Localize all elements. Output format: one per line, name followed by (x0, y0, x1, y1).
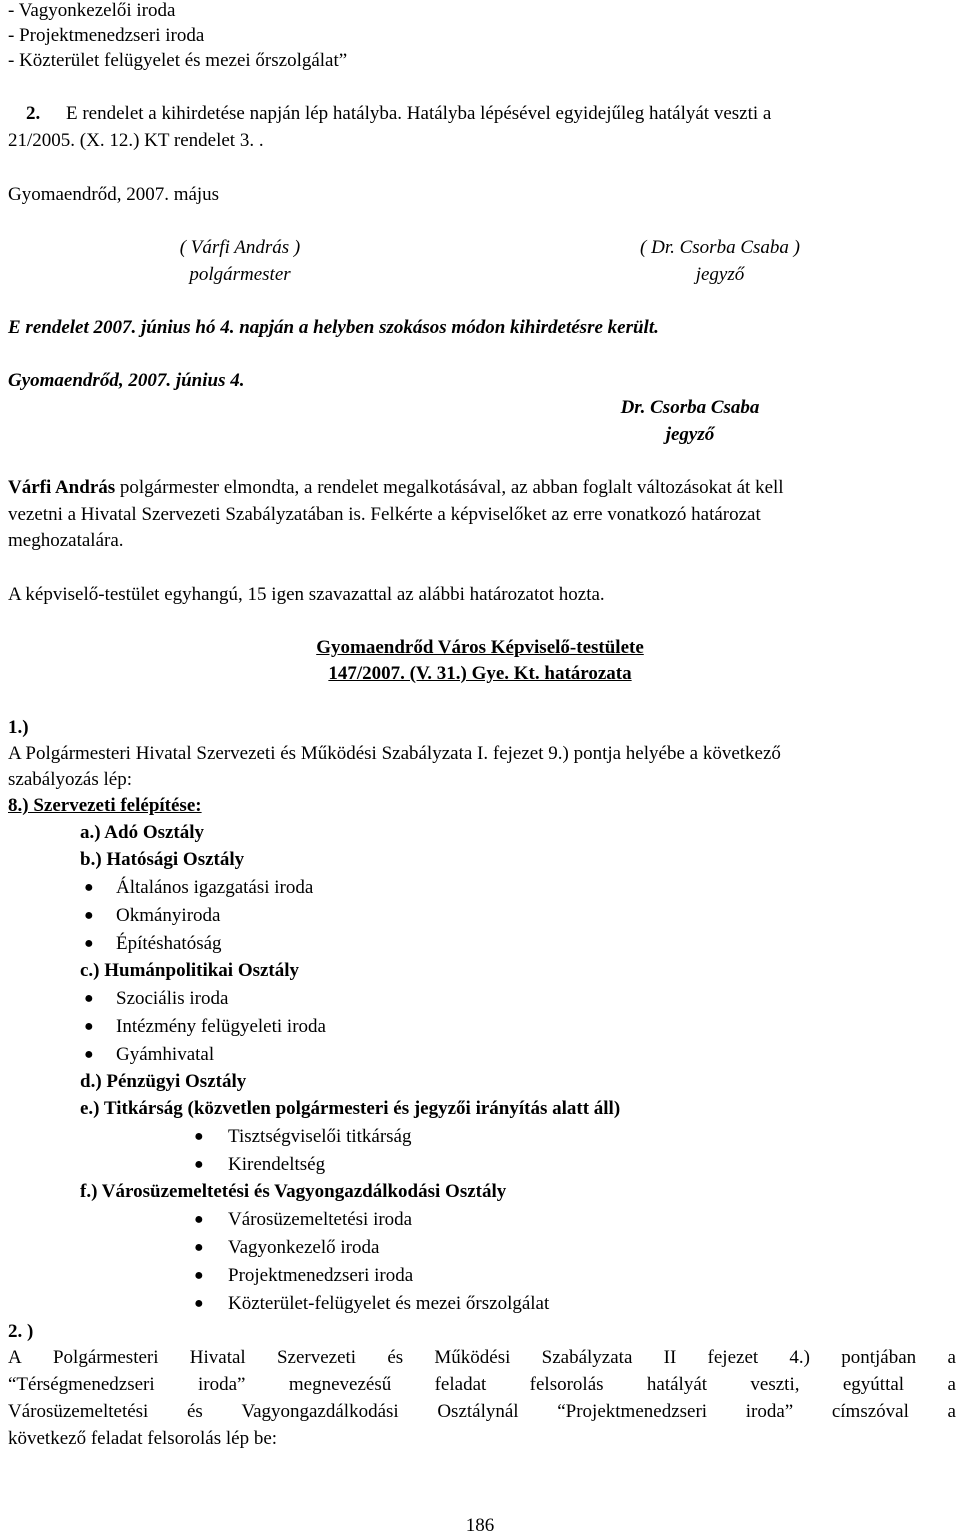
publication-signer: Dr. Csorba Csaba (620, 397, 760, 418)
body-p1-line1-rest: polgármester elmondta, a rendelet megalkotásával, az abban foglalt változásokat át kell (119, 477, 784, 498)
point2-line2 (8, 1374, 956, 1396)
f-item: Városüzemeltetési iroda (228, 1209, 413, 1230)
top-list-item: - Projektmenedzseri iroda (8, 25, 205, 46)
word: Működési (434, 1347, 511, 1368)
b-item: Okmányiroda (116, 905, 221, 926)
c-item: Intézmény felügyeleti iroda (116, 1016, 326, 1037)
bullet-icon: ● (84, 907, 94, 924)
page-number: 186 (465, 1515, 495, 1536)
word: Vagyongazdálkodási (241, 1401, 399, 1422)
word: megnevezésű (288, 1374, 392, 1395)
top-list-item: - Közterület felügyelet és mezei őrszolgálat” (8, 50, 348, 71)
word: hatályát (646, 1374, 708, 1395)
point2-number: 2. ) (8, 1321, 34, 1342)
top-list-item: - Vagyonkezelői iroda (8, 0, 176, 21)
c-item: Szociális iroda (116, 988, 229, 1009)
para2-number: 2. (26, 103, 41, 124)
publication-signer-title: jegyző (665, 424, 715, 445)
publication-date: Gyomaendrőd, 2007. június 4. (8, 370, 245, 391)
resolution-title-line1: Gyomaendrőd Város Képviselő-testülete (316, 637, 644, 658)
point1-e: e.) Titkárság (közvetlen polgármesteri és jegyzői irányítás alatt áll) (80, 1098, 621, 1119)
date-place: Gyomaendrőd, 2007. május (8, 184, 220, 205)
body-p1-line3: meghozatalára. (8, 530, 124, 551)
word: pontjában (841, 1347, 917, 1368)
para2-line2: 21/2005. (X. 12.) KT rendelet 3. . (8, 130, 264, 151)
word: fejezet (707, 1347, 759, 1368)
word: 4.) (789, 1347, 810, 1368)
bullet-icon: ● (84, 1018, 94, 1035)
point1-b: b.) Hatósági Osztály (80, 849, 245, 870)
body-p1-line1 (8, 477, 784, 499)
point1-c: c.) Humánpolitikai Osztály (80, 960, 300, 981)
word: iroda” (198, 1374, 246, 1395)
word: II (663, 1347, 677, 1368)
point2-line1 (8, 1347, 956, 1369)
bullet-icon: ● (194, 1267, 204, 1284)
signature-right-title: jegyző (695, 264, 745, 285)
word: Városüzemeltetési (8, 1401, 149, 1422)
point1-f: f.) Városüzemeltetési és Vagyongazdálkodási Osztály (80, 1181, 507, 1202)
publication-text: E rendelet 2007. június hó 4. napján a helyben szokásos módon kihirdetésre került. (8, 317, 659, 338)
body-p1-line2: vezetni a Hivatal Szervezeti Szabályzatában is. Felkérte a képviselőket az erre vonatkozó határozat (8, 504, 761, 525)
signature-left-title: polgármester (189, 264, 291, 285)
word: veszti, (750, 1374, 800, 1395)
bullet-icon: ● (84, 1046, 94, 1063)
f-item: Vagyonkezelő iroda (228, 1237, 380, 1258)
point1-number: 1.) (8, 717, 29, 738)
bullet-icon: ● (84, 879, 94, 896)
para2-line1: E rendelet a kihirdetése napján lép hatályba. Hatályba lépésével egyidejűleg hatályát veszti a (66, 103, 772, 124)
word: a (947, 1401, 956, 1422)
point1-line1: A Polgármesteri Hivatal Szervezeti és Működési Szabályzata I. fejezet 9.) pontja helyébe a következő (8, 743, 781, 764)
word: A (8, 1347, 22, 1368)
b-item: Építéshatóság (116, 933, 222, 954)
bullet-icon: ● (194, 1239, 204, 1256)
bullet-icon: ● (84, 935, 94, 952)
word: Osztálynál (437, 1401, 519, 1422)
point1-line2: szabályozás lép: (8, 769, 132, 790)
point2-line3 (8, 1401, 956, 1423)
word: felsorolás (529, 1374, 604, 1395)
f-item: Projektmenedzseri iroda (228, 1265, 414, 1286)
bullet-icon: ● (194, 1295, 204, 1312)
word: Hivatal (189, 1347, 246, 1368)
point1-d: d.) Pénzügyi Osztály (80, 1071, 247, 1092)
word: és (387, 1347, 404, 1368)
point1-heading: 8.) Szervezeti felépítése: (8, 795, 202, 816)
resolution-title-line2: 147/2007. (V. 31.) Gye. Kt. határozata (328, 663, 632, 684)
b-item: Általános igazgatási iroda (116, 877, 314, 898)
signature-right-name: ( Dr. Csorba Csaba ) (640, 237, 800, 258)
bullet-icon: ● (194, 1211, 204, 1228)
word: a (947, 1374, 956, 1395)
word: a (947, 1347, 956, 1368)
bullet-icon: ● (84, 990, 94, 1007)
word: feladat (434, 1374, 487, 1395)
word: Szabályzata (541, 1347, 633, 1368)
point1-a: a.) Adó Osztály (80, 822, 205, 843)
e-item: Kirendeltség (228, 1154, 326, 1175)
e-item: Tisztségviselői titkárság (228, 1126, 412, 1147)
f-item: Közterület-felügyelet és mezei őrszolgálat (228, 1293, 550, 1314)
c-item: Gyámhivatal (116, 1044, 215, 1065)
word: “Projektmenedzseri (557, 1401, 708, 1422)
point2-line4: következő feladat felsorolás lép be: (8, 1428, 278, 1449)
word: egyúttal (842, 1374, 905, 1395)
bullet-icon: ● (194, 1128, 204, 1145)
signature-left-name: ( Várfi András ) (179, 237, 301, 258)
word: címszóval (831, 1401, 909, 1422)
word: és (186, 1401, 203, 1422)
body-p2: A képviselő-testület egyhangú, 15 igen szavazattal az alábbi határozatot hozta. (8, 584, 605, 605)
word: Polgármesteri (52, 1347, 159, 1368)
bullet-icon: ● (194, 1156, 204, 1173)
word: iroda” (745, 1401, 794, 1422)
word: Szervezeti (276, 1347, 357, 1368)
body-p1-name: Várfi András (8, 477, 116, 498)
word: “Térségmenedzseri (8, 1374, 155, 1395)
